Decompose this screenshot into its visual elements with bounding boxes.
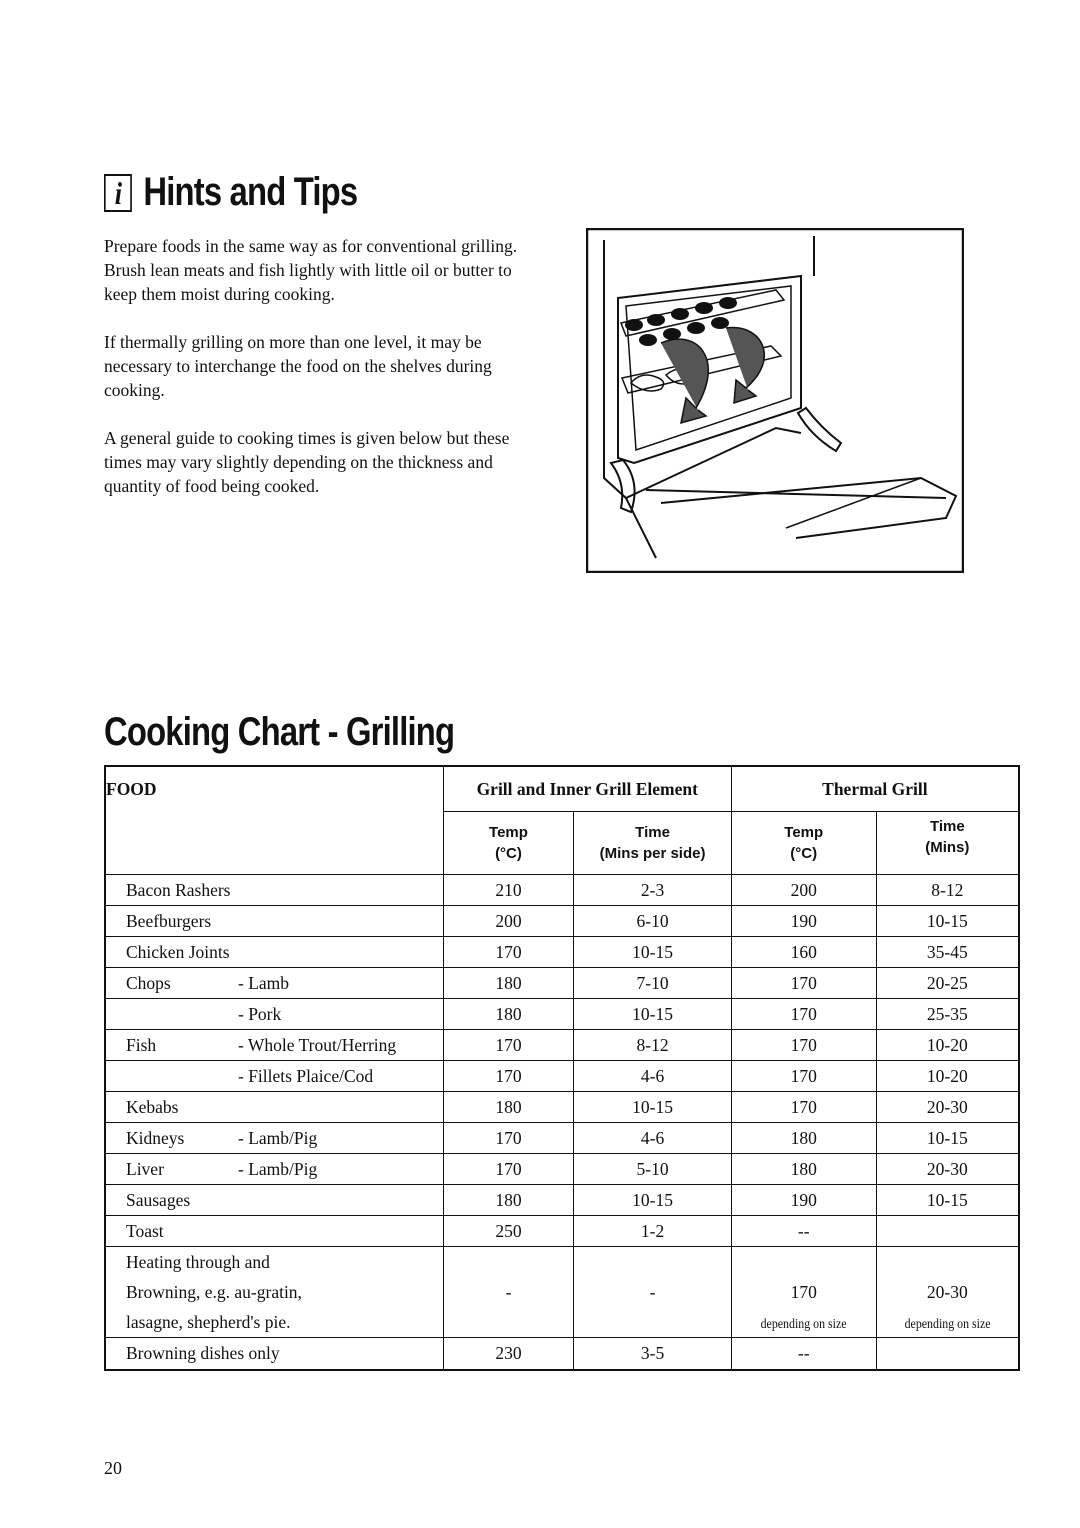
table-row bbox=[105, 999, 1019, 1030]
grill-time-cell: 8-12 bbox=[574, 1030, 732, 1061]
thermal-time-cell: 20-30 bbox=[876, 1154, 1019, 1185]
table-row-heating bbox=[105, 1247, 1019, 1278]
grill-time-cell: 1-2 bbox=[574, 1216, 732, 1247]
grill-temp-cell: 180 bbox=[443, 1092, 574, 1123]
table-row bbox=[105, 1123, 1019, 1154]
food-name: Beefburgers bbox=[126, 910, 212, 931]
food-variant: - Lamb bbox=[238, 972, 290, 993]
thermal-time-cell bbox=[876, 1338, 1019, 1370]
thermal-time-cell: 20-30 bbox=[876, 1277, 1019, 1307]
thermal-time-cell: 10-15 bbox=[876, 1185, 1019, 1216]
column-header-grill-temp bbox=[443, 812, 574, 875]
thermal-temp-cell: 200 bbox=[731, 875, 876, 906]
thermal-temp-cell: 170 bbox=[731, 1030, 876, 1061]
hints-title bbox=[104, 170, 357, 215]
grill-time-cell: 10-15 bbox=[574, 999, 732, 1030]
grill-temp-cell: 170 bbox=[443, 937, 574, 968]
column-header-food: FOOD bbox=[106, 778, 157, 799]
table-row bbox=[105, 1338, 1019, 1370]
grill-time-unit: (Mins per side) bbox=[599, 845, 706, 862]
food-name: Browning, e.g. au-gratin, bbox=[126, 1281, 302, 1302]
column-header-thermal-temp bbox=[731, 812, 876, 875]
food-name: Bacon Rashers bbox=[126, 879, 231, 900]
thermal-temp-cell: -- bbox=[731, 1338, 876, 1370]
table-row bbox=[105, 1216, 1019, 1247]
hint-paragraph-2: If thermally grilling on more than one level, it may be necessary to interchange the food on the shelves during cooking. bbox=[104, 332, 492, 400]
food-name: Toast bbox=[126, 1220, 164, 1241]
grill-time-cell: 10-15 bbox=[574, 937, 732, 968]
thermal-time-cell: 25-35 bbox=[876, 999, 1019, 1030]
grill-time-cell: 10-15 bbox=[574, 1092, 732, 1123]
thermal-temp-cell: 170 bbox=[731, 1092, 876, 1123]
grill-temp-cell: 180 bbox=[443, 999, 574, 1030]
column-group-grill: Grill and Inner Grill Element bbox=[443, 766, 731, 812]
thermal-time-cell: 10-20 bbox=[876, 1030, 1019, 1061]
food-name: lasagne, shepherd's pie. bbox=[126, 1311, 291, 1332]
food-name: Heating through and bbox=[105, 1247, 443, 1278]
grill-temp-label: Temp bbox=[489, 824, 528, 841]
grill-time-cell: 6-10 bbox=[574, 906, 732, 937]
grill-time-cell: 10-15 bbox=[574, 1185, 732, 1216]
food-name: Browning dishes only bbox=[105, 1338, 443, 1370]
column-header-food-blank bbox=[105, 812, 443, 875]
grill-temp-cell: 210 bbox=[443, 875, 574, 906]
table-row bbox=[105, 1154, 1019, 1185]
thermal-temp-cell: 170 bbox=[731, 1061, 876, 1092]
table-row bbox=[105, 906, 1019, 937]
food-name: Fish bbox=[126, 1034, 157, 1055]
thermal-time-cell: 20-30 bbox=[876, 1092, 1019, 1123]
column-header-thermal-time bbox=[876, 812, 1019, 875]
grill-time-cell: 4-6 bbox=[574, 1123, 732, 1154]
grill-temp-cell: 170 bbox=[443, 1154, 574, 1185]
food-name: Sausages bbox=[126, 1189, 191, 1210]
thermal-time-cell: 35-45 bbox=[876, 937, 1019, 968]
table-row-heating-2 bbox=[105, 1277, 1019, 1307]
thermal-time-cell: 10-15 bbox=[876, 906, 1019, 937]
grill-temp-cell: - bbox=[443, 1277, 574, 1307]
chart-body bbox=[105, 875, 1019, 1370]
thermal-time-cell: 10-20 bbox=[876, 1061, 1019, 1092]
table-row bbox=[105, 1030, 1019, 1061]
column-group-thermal: Thermal Grill bbox=[731, 766, 1019, 812]
grill-time-cell: 4-6 bbox=[574, 1061, 732, 1092]
thermal-temp-cell: 170 bbox=[731, 1277, 876, 1307]
table-row bbox=[105, 937, 1019, 968]
column-header-grill-time bbox=[574, 812, 732, 875]
food-name: Kebabs bbox=[126, 1096, 179, 1117]
thermal-temp-unit: (°C) bbox=[790, 845, 818, 862]
grill-temp-cell: 230 bbox=[443, 1338, 574, 1370]
thermal-temp-cell: 180 bbox=[731, 1154, 876, 1185]
thermal-time-cell bbox=[876, 1216, 1019, 1247]
grill-temp-unit: (°C) bbox=[495, 845, 522, 862]
thermal-temp-cell: 190 bbox=[731, 1185, 876, 1216]
food-name: Kidneys bbox=[126, 1127, 185, 1148]
hint-paragraph-3: A general guide to cooking times is given below but these times may vary slightly depending on the thickness and quantity of food being cooked. bbox=[104, 428, 510, 496]
thermal-temp-cell: 190 bbox=[731, 906, 876, 937]
thermal-time-cell: 10-15 bbox=[876, 1123, 1019, 1154]
chart-title: Cooking Chart - Grilling bbox=[104, 710, 455, 754]
thermal-time-unit: (Mins) bbox=[925, 839, 970, 856]
grill-time-cell: 2-3 bbox=[574, 875, 732, 906]
food-name: Chops bbox=[126, 972, 171, 993]
oven-shelf-swap-illustration bbox=[586, 228, 964, 573]
grill-temp-cell: 170 bbox=[443, 1123, 574, 1154]
grilling-cooking-chart bbox=[104, 765, 1020, 1371]
grill-temp-cell: 170 bbox=[443, 1061, 574, 1092]
thermal-temp-cell: 160 bbox=[731, 937, 876, 968]
hint-paragraph-1: Prepare foods in the same way as for conventional grilling. Brush lean meats and fish lightly with little oil or butter to keep them moist during cooking. bbox=[104, 236, 518, 304]
table-row-heating-3 bbox=[105, 1307, 1019, 1338]
table-row bbox=[105, 968, 1019, 999]
food-variant: - Fillets Plaice/Cod bbox=[238, 1065, 374, 1086]
food-variant: - Pork bbox=[238, 1003, 282, 1024]
hints-title-text: Hints and Tips bbox=[143, 170, 358, 214]
page-number: 20 bbox=[104, 1458, 122, 1478]
food-variant: - Lamb/Pig bbox=[238, 1127, 318, 1148]
table-row bbox=[105, 875, 1019, 906]
thermal-temp-label: Temp bbox=[784, 824, 824, 841]
grill-time-cell: 3-5 bbox=[574, 1338, 732, 1370]
thermal-temp-note: depending on size bbox=[760, 1316, 847, 1332]
table-row bbox=[105, 1185, 1019, 1216]
grill-temp-cell: 170 bbox=[443, 1030, 574, 1061]
food-variant: - Whole Trout/Herring bbox=[238, 1034, 397, 1055]
thermal-time-cell: 8-12 bbox=[876, 875, 1019, 906]
grill-time-cell: 5-10 bbox=[574, 1154, 732, 1185]
grill-temp-cell: 180 bbox=[443, 1185, 574, 1216]
grill-temp-cell: 250 bbox=[443, 1216, 574, 1247]
table-row bbox=[105, 1092, 1019, 1123]
food-variant: - Lamb/Pig bbox=[238, 1158, 318, 1179]
info-icon: i bbox=[104, 174, 132, 212]
grill-time-cell: - bbox=[574, 1277, 732, 1307]
food-name: Chicken Joints bbox=[126, 941, 230, 962]
thermal-time-note: depending on size bbox=[904, 1316, 991, 1332]
thermal-time-cell: 20-25 bbox=[876, 968, 1019, 999]
thermal-temp-cell: 170 bbox=[731, 968, 876, 999]
grill-time-cell: 7-10 bbox=[574, 968, 732, 999]
thermal-temp-cell: 170 bbox=[731, 999, 876, 1030]
thermal-temp-cell: 180 bbox=[731, 1123, 876, 1154]
grill-time-label: Time bbox=[635, 824, 670, 841]
grill-temp-cell: 200 bbox=[443, 906, 574, 937]
food-name: Liver bbox=[126, 1158, 164, 1179]
grill-temp-cell: 180 bbox=[443, 968, 574, 999]
thermal-time-label: Time bbox=[929, 818, 965, 835]
thermal-temp-cell: -- bbox=[731, 1216, 876, 1247]
table-row bbox=[105, 1061, 1019, 1092]
